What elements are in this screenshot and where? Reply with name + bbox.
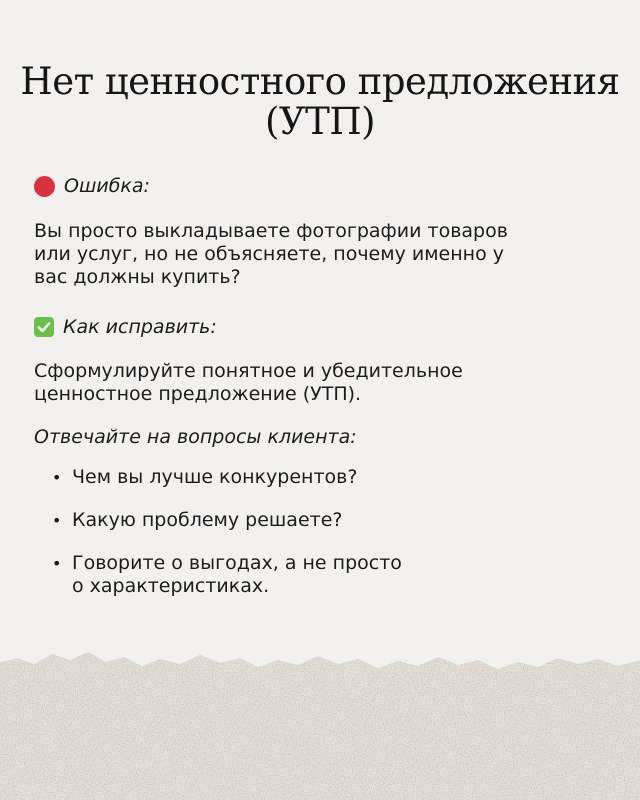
fix-label: Как исправить: — [63, 316, 217, 338]
list-item-text: Чем вы лучше конкурентов? — [72, 466, 358, 488]
error-text-line: вас должны купить? — [34, 266, 241, 288]
error-label: Ошибка: — [64, 175, 150, 197]
list-item — [52, 552, 492, 598]
error-text-line: или услуг, но не объясняете, почему именно у — [34, 243, 504, 265]
bullet-icon: • — [52, 468, 62, 487]
torn-paper-texture — [0, 640, 640, 800]
red-circle-icon — [34, 176, 55, 197]
page-title — [0, 62, 640, 142]
error-label-row — [34, 175, 150, 197]
error-text-line: Вы просто выкладываете фотографии товаров — [34, 220, 508, 242]
title-line-2: (УТП) — [264, 100, 376, 143]
bullet-icon: • — [52, 511, 62, 530]
list-item-text: о характеристиках. — [72, 575, 270, 597]
list-item-text: Говорите о выгодах, а не просто — [72, 552, 402, 574]
questions-title: Отвечайте на вопросы клиента: — [34, 426, 357, 448]
fix-text — [34, 360, 594, 406]
bullet-list — [52, 466, 492, 618]
list-item — [52, 509, 492, 532]
list-item — [52, 466, 492, 489]
fix-text-line: ценностное предложение (УТП). — [34, 383, 362, 405]
list-item-text: Какую проблему решаете? — [72, 509, 343, 531]
title-line-1: Нет ценностного предложения — [20, 60, 620, 103]
error-text — [34, 220, 594, 289]
bullet-icon: • — [52, 554, 62, 573]
fix-label-row — [34, 316, 217, 338]
green-check-icon — [34, 317, 54, 337]
fix-text-line: Сформулируйте понятное и убедительное — [34, 360, 463, 382]
